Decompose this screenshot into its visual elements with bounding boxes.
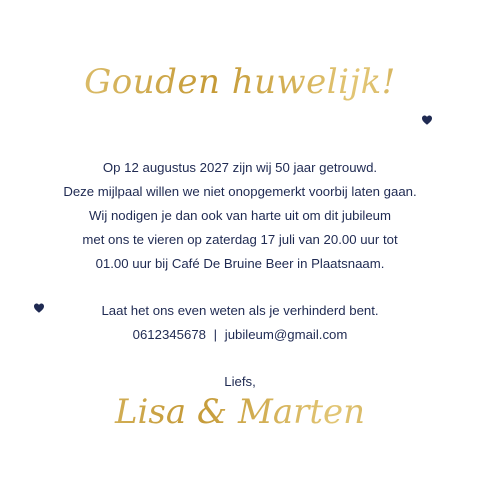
rsvp-section <box>0 299 480 347</box>
invitation-line: Wij nodigen je dan ook van harte uit om dit jubileum <box>88 208 392 223</box>
invitation-line: Op 12 augustus 2027 zijn wij 50 jaar getrouwd. <box>102 160 378 175</box>
rsvp-line: Laat het ons even weten als je verhinderd bent. <box>101 303 379 318</box>
invitation-line: 01.00 uur bij Café De Bruine Beer in Plaatsnaam. <box>95 256 385 271</box>
invitation-line: Deze mijlpaal willen we niet onopgemerkt voorbij laten gaan. <box>63 184 417 199</box>
closing-greeting: Liefs, <box>224 374 256 389</box>
invitation-line: met ons te vieren op zaterdag 17 juli van 20.00 uur tot <box>82 232 398 247</box>
heart-icon <box>421 114 433 126</box>
phone-number: 0612345678 <box>132 327 206 342</box>
signature: Lisa & Marten <box>0 392 480 433</box>
invitation-text <box>0 156 480 276</box>
contact-separator: | <box>213 327 218 342</box>
contact-line <box>0 323 480 347</box>
card-title: Gouden huwelijk! <box>0 62 480 103</box>
email-address: jubileum@gmail.com <box>224 327 348 342</box>
